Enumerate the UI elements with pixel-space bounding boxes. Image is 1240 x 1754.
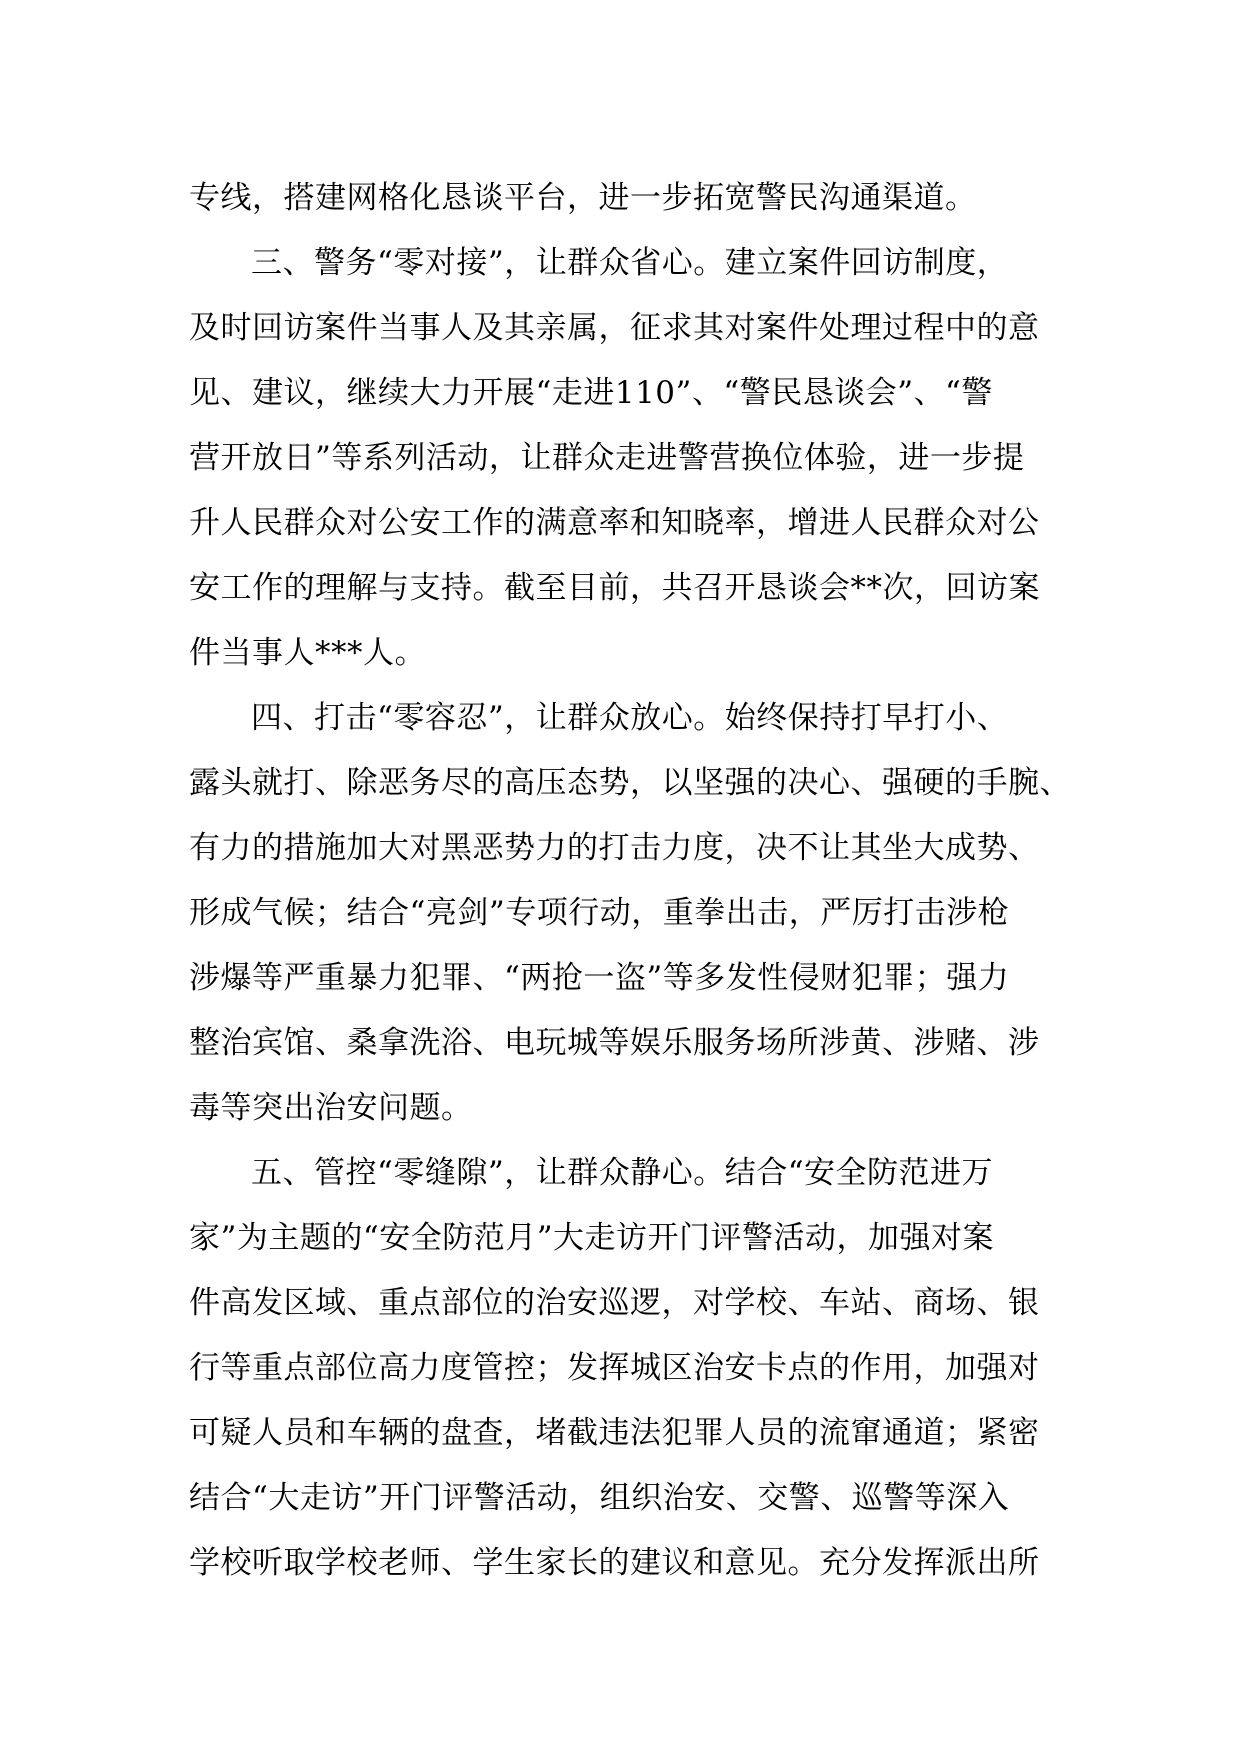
text-line: 升人民群众对公安工作的满意率和知晓率，增进人民群众对公	[189, 505, 1040, 541]
text-line: 四、打击“零容忍”，让群众放心。始终保持打早打小、	[251, 700, 1009, 736]
text-line: 件当事人***人。	[189, 635, 426, 671]
text-line: 涉爆等严重暴力犯罪、“两抢一盗”等多发性侵财犯罪；强力	[189, 960, 1010, 996]
text-line: 毒等突出治安问题。	[189, 1090, 473, 1126]
text-line: 有力的措施加大对黑恶势力的打击力度，决不让其坐大成势、	[189, 830, 1040, 866]
text-line: 五、管控“零缝隙”，让群众静心。结合“安全防范进万	[251, 1155, 994, 1191]
text-line: 形成气候；结合“亮剑”专项行动，重拳出击，严厉打击涉枪	[189, 895, 1010, 931]
document-body	[189, 166, 1069, 1596]
text-line: 家”为主题的“安全防范月”大走访开门评警活动，加强对案	[189, 1220, 995, 1256]
text-line: 营开放日”等系列活动，让群众走进警营换位体验，进一步提	[189, 440, 1025, 476]
text-line: 件高发区域、重点部位的治安巡逻，对学校、车站、商场、银	[189, 1285, 1040, 1321]
text-line: 专线，搭建网格化恳谈平台，进一步拓宽警民沟通渠道。	[189, 180, 977, 216]
text-line: 整治宾馆、桑拿洗浴、电玩城等娱乐服务场所涉黄、涉赌、涉	[189, 1025, 1040, 1061]
text-line: 见、建议，继续大力开展“走进110”、“警民恳谈会”、“警	[189, 375, 993, 411]
text-line: 三、警务“零对接”，让群众省心。建立案件回访制度，	[251, 245, 1009, 281]
text-line: 学校听取学校老师、学生家长的建议和意见。充分发挥派出所	[189, 1545, 1040, 1581]
text-line: 可疑人员和车辆的盘查，堵截违法犯罪人员的流窜通道；紧密	[189, 1415, 1040, 1451]
text-line: 结合“大走访”开门评警活动，组织治安、交警、巡警等深入	[189, 1480, 1010, 1516]
text-line: 安工作的理解与支持。截至目前，共召开恳谈会**次，回访案	[189, 570, 1040, 606]
text-line: 及时回访案件当事人及其亲属，征求其对案件处理过程中的意	[189, 310, 1040, 346]
text-line: 行等重点部位高力度管控；发挥城区治安卡点的作用，加强对	[189, 1350, 1040, 1386]
text-line: 露头就打、除恶务尽的高压态势，以坚强的决心、强硬的手腕、	[189, 765, 1071, 801]
